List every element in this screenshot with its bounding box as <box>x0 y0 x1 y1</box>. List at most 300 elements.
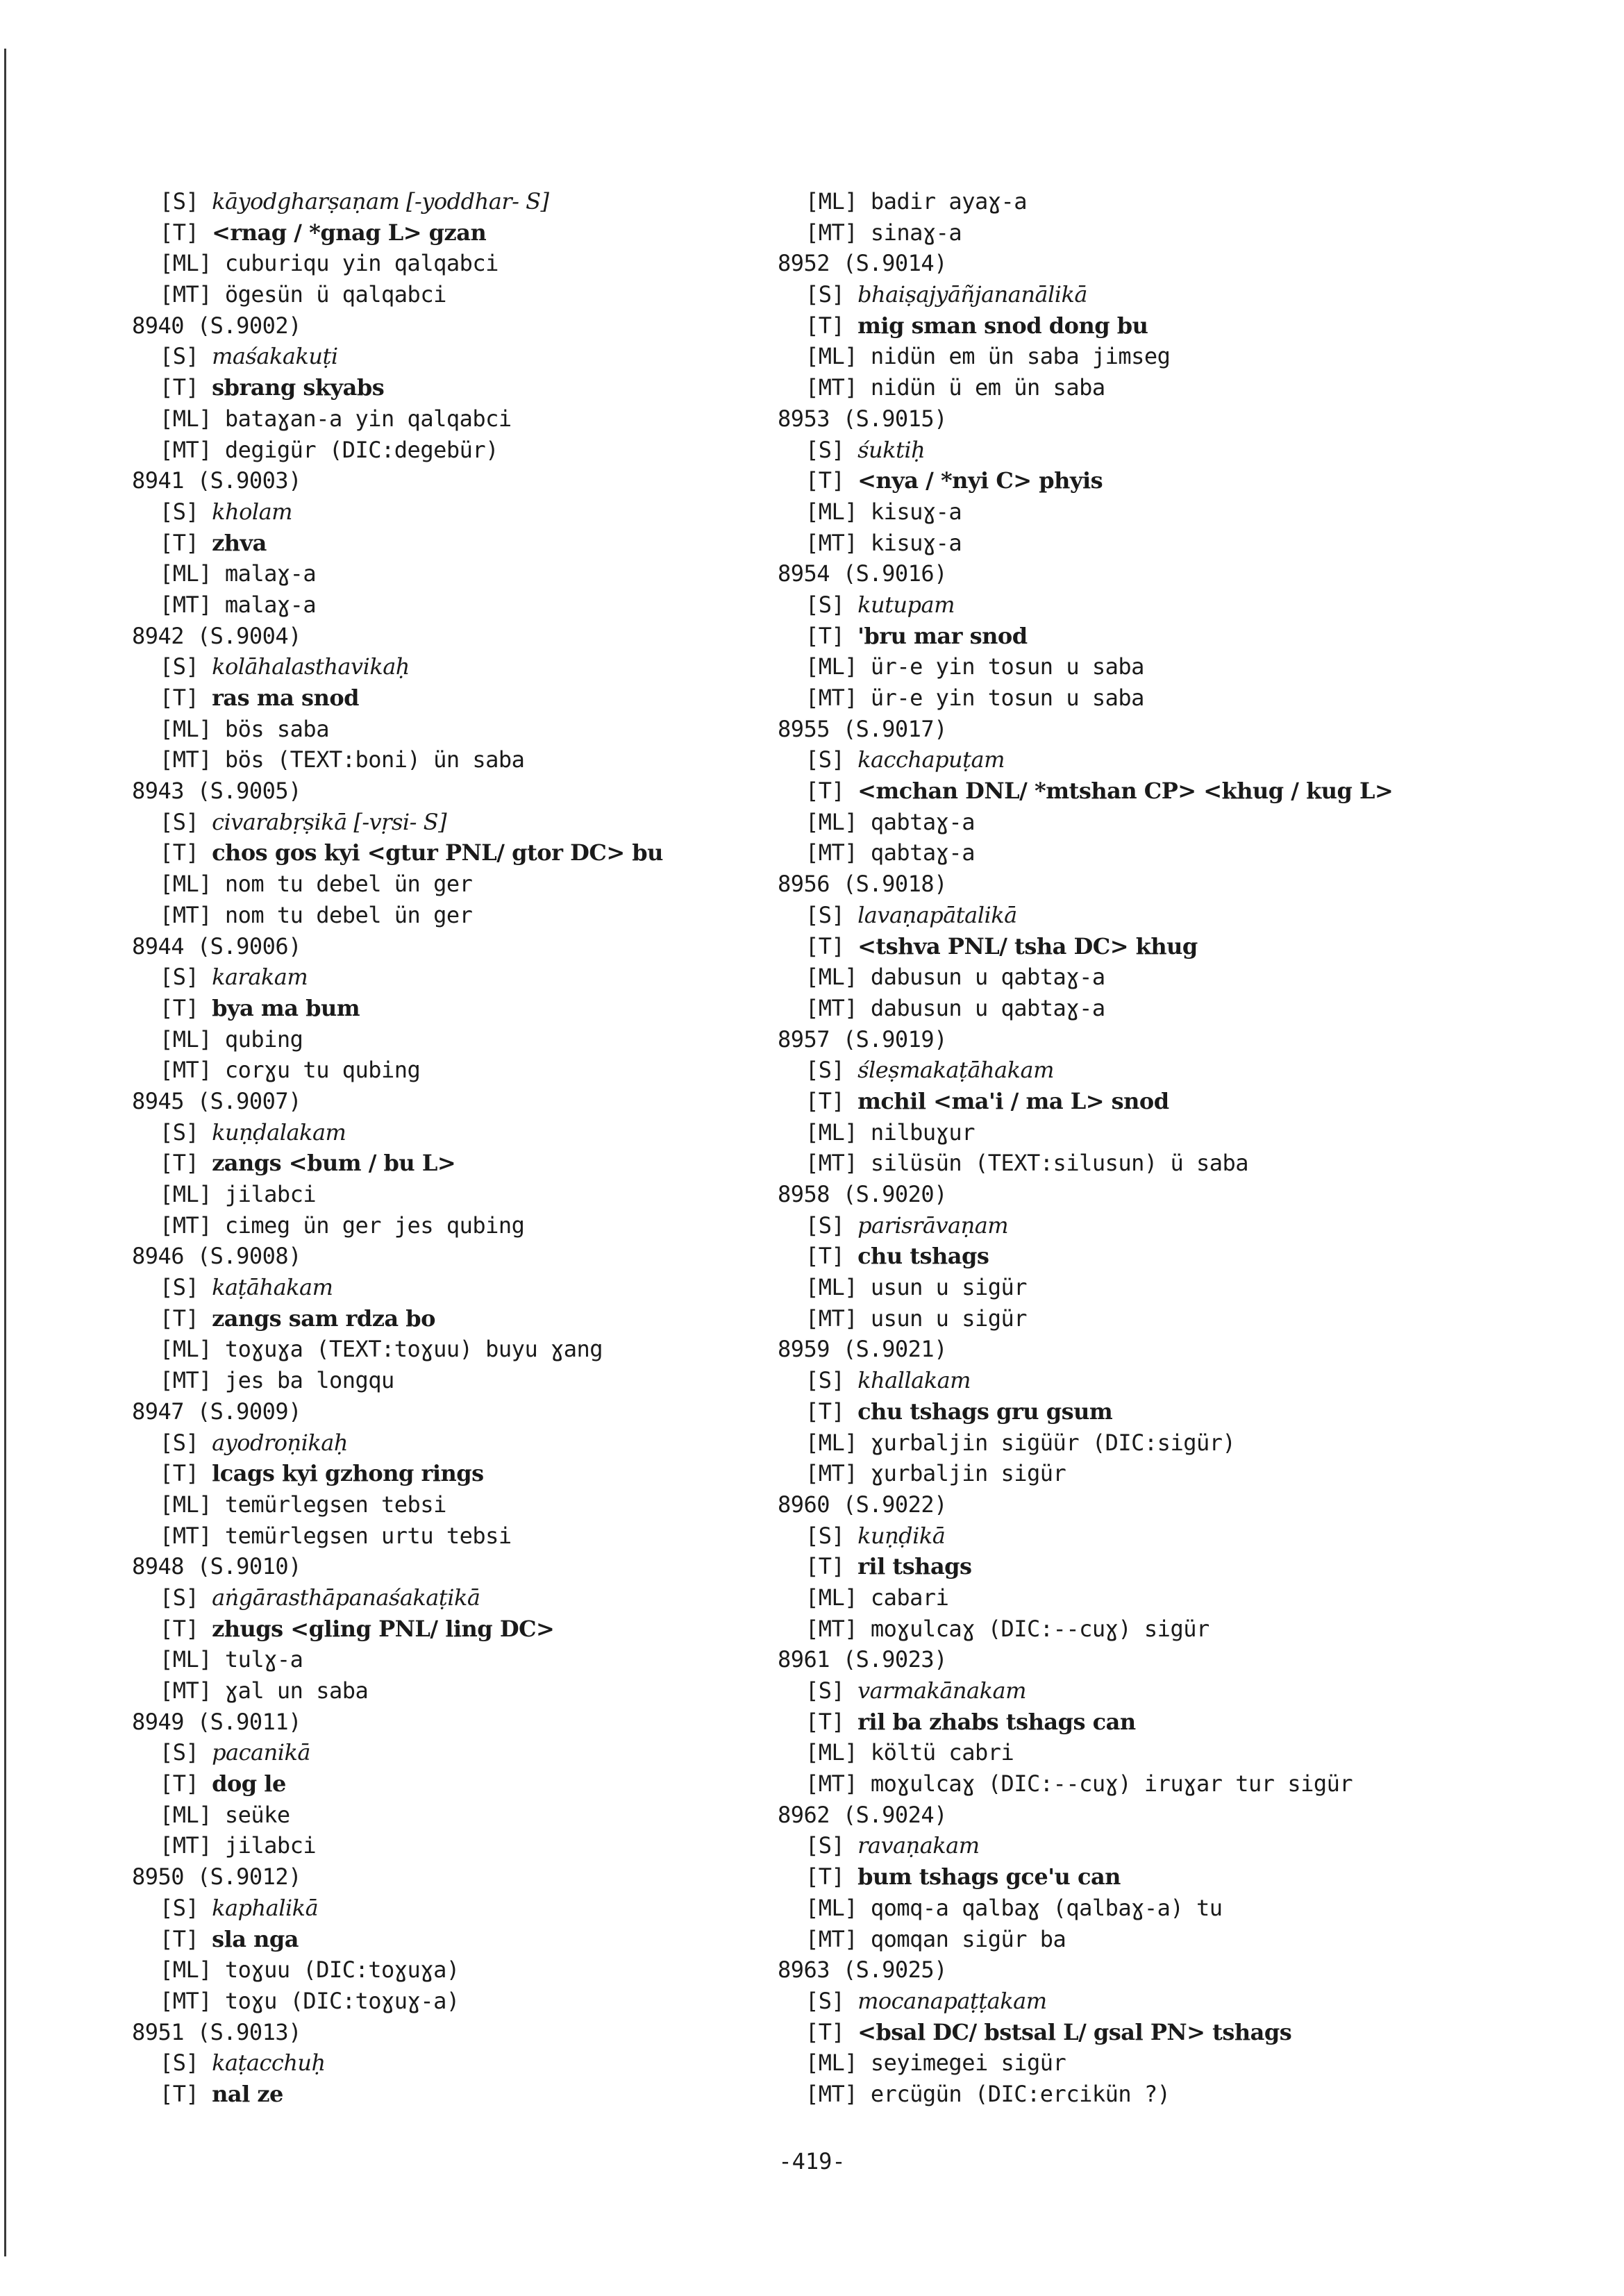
entry-field-line <box>160 1675 757 1707</box>
field-text: parisrāvaṇam <box>857 1212 1009 1239</box>
entry-field-line <box>805 1551 1514 1582</box>
field-text: kholam <box>212 498 292 525</box>
field-tag: [S] <box>805 281 845 308</box>
field-text: seüke <box>224 1801 290 1828</box>
field-text: kuṇḍalakam <box>212 1118 346 1146</box>
entry-field-line <box>160 1986 757 2017</box>
field-tag: [ML] <box>160 1801 212 1828</box>
entry-number: 8958 <box>778 1181 830 1207</box>
entry-field-line <box>805 993 1514 1024</box>
field-tag: [T] <box>160 374 199 401</box>
page-number: -419- <box>778 2148 846 2175</box>
field-text: cuburiqu yin qalqabci <box>224 250 499 277</box>
entry-field-line <box>160 744 757 776</box>
field-text: mchil <ma'i / ma L> snod <box>857 1087 1169 1114</box>
field-text: varmakānakam <box>857 1677 1026 1704</box>
field-tag: [MT] <box>160 901 212 928</box>
field-tag: [S] <box>805 1832 845 1859</box>
field-tag: [T] <box>160 685 199 711</box>
field-tag: [ML] <box>160 560 212 587</box>
entry-number: 8945 <box>132 1087 185 1114</box>
entry-source-ref: (S.9005) <box>196 778 301 805</box>
field-tag: [S] <box>805 901 845 928</box>
entry-field-line <box>160 1458 757 1489</box>
entry-number: 8951 <box>132 2018 185 2045</box>
field-tag: [T] <box>160 219 199 246</box>
entry-field-line <box>805 1737 1514 1768</box>
field-tag: [T] <box>805 467 845 494</box>
field-text: chu tshags <box>857 1243 989 1270</box>
entry-field-line <box>805 1303 1514 1334</box>
field-tag: [S] <box>160 1274 199 1301</box>
field-tag: [MT] <box>160 746 212 773</box>
field-text: sbrang skyabs <box>212 374 385 401</box>
field-text: ravaṇakam <box>857 1832 980 1859</box>
entry-source-ref: (S.9024) <box>842 1801 947 1828</box>
field-text: nidün ü em ün saba <box>870 374 1105 401</box>
entry-field-line <box>805 372 1514 403</box>
field-tag: [MT] <box>160 1522 212 1549</box>
entry-field-line <box>160 807 757 838</box>
entry-field-line <box>805 589 1514 621</box>
field-text: civarabṛṣikā [-vṛsi- S] <box>212 808 447 835</box>
field-tag: [MT] <box>805 529 858 556</box>
field-tag: [T] <box>805 1553 845 1580</box>
field-text: toɣuɣa (TEXT:toɣuu) buyu ɣang <box>224 1336 603 1363</box>
field-tag: [MT] <box>160 1987 212 2014</box>
field-text: moɣulcaɣ (DIC:--cuɣ) sigür <box>870 1615 1209 1642</box>
field-tag: [S] <box>160 2050 199 2077</box>
field-tag: [T] <box>160 1150 199 1177</box>
entry-number-line <box>132 621 757 652</box>
field-tag: [ML] <box>805 1584 858 1611</box>
entry-field-line <box>805 776 1514 807</box>
field-tag: [S] <box>805 1677 845 1704</box>
entry-field-line <box>805 496 1514 528</box>
entry-field-line <box>805 2047 1514 2079</box>
entry-field-line <box>805 1117 1514 1148</box>
field-tag: [ML] <box>805 498 858 525</box>
entry-field-line <box>805 217 1514 249</box>
field-tag: [MT] <box>805 1615 858 1642</box>
field-text: ɣurbaljin sigür <box>870 1460 1066 1487</box>
field-tag: [T] <box>160 1305 199 1332</box>
entry-field-line <box>805 1768 1514 1800</box>
field-tag: [S] <box>160 1429 199 1456</box>
entry-field-line <box>160 1830 757 1861</box>
entry-source-ref: (S.9025) <box>842 1956 947 1984</box>
entry-field-line <box>805 621 1514 652</box>
entry-field-line <box>160 1614 757 1645</box>
field-text: költü cabri <box>870 1739 1014 1766</box>
entry-number-line <box>778 1489 1514 1520</box>
entry-source-ref: (S.9010) <box>196 1553 301 1580</box>
field-text: temürlegsen tebsi <box>224 1491 446 1518</box>
field-text: maśakakuṭi <box>212 343 338 370</box>
field-text: toɣu (DIC:toɣuɣ-a) <box>224 1987 460 2014</box>
entry-field-line <box>805 1614 1514 1645</box>
entry-number: 8959 <box>778 1336 830 1363</box>
entry-number: 8947 <box>132 1398 185 1425</box>
entry-number: 8955 <box>778 715 830 742</box>
field-tag: [S] <box>160 964 199 991</box>
entry-field-line <box>805 465 1514 496</box>
entry-field-line <box>805 2079 1514 2110</box>
field-text: kaṭacchuḥ <box>212 2050 326 2077</box>
entry-number: 8954 <box>778 560 830 587</box>
entry-field-line <box>805 1396 1514 1427</box>
entry-field-line <box>160 993 757 1024</box>
entry-number: 8953 <box>778 405 830 432</box>
entry-field-line <box>160 1303 757 1334</box>
entry-field-line <box>805 310 1514 342</box>
entry-field-line <box>160 837 757 869</box>
entry-field-line <box>160 682 757 714</box>
entry-number: 8950 <box>132 1863 185 1891</box>
entry-field-line <box>160 1179 757 1210</box>
entry-number-line <box>132 1551 757 1582</box>
entry-source-ref: (S.9016) <box>842 560 947 587</box>
entry-field-line <box>805 807 1514 838</box>
field-text: dabusun u qabtaɣ-a <box>870 964 1105 991</box>
entry-field-line <box>805 279 1514 310</box>
field-tag: [S] <box>805 746 845 773</box>
entry-number: 8943 <box>132 778 185 805</box>
field-text: lavaṇapātalikā <box>857 901 1017 928</box>
entry-field-line <box>160 1117 757 1148</box>
field-tag: [S] <box>160 653 199 680</box>
entry-field-line <box>160 1334 757 1365</box>
entry-field-line <box>160 2047 757 2079</box>
entry-number-line <box>132 1396 757 1427</box>
field-tag: [MT] <box>805 1305 858 1332</box>
field-tag: [ML] <box>805 964 858 991</box>
field-text: nilbuɣur <box>870 1118 975 1146</box>
entry-field-line <box>805 651 1514 682</box>
entry-number: 8946 <box>132 1243 185 1270</box>
entry-number: 8956 <box>778 871 830 898</box>
entry-number-line <box>778 1179 1514 1210</box>
entry-field-line <box>160 403 757 435</box>
entry-source-ref: (S.9008) <box>196 1243 301 1270</box>
field-text: usun u sigür <box>870 1274 1028 1301</box>
entry-field-line <box>160 1055 757 1086</box>
field-tag: [T] <box>160 839 199 866</box>
field-tag: [ML] <box>805 343 858 370</box>
right-column <box>778 186 1514 2110</box>
entry-source-ref: (S.9002) <box>196 312 301 339</box>
entry-field-line <box>805 1055 1514 1086</box>
field-text: zangs <bum / bu L> <box>212 1150 456 1177</box>
field-tag: [ML] <box>160 715 212 742</box>
field-text: bum tshags gce'u can <box>857 1863 1121 1891</box>
entry-number: 8944 <box>132 932 185 960</box>
field-tag: [T] <box>160 1925 199 1952</box>
entry-number: 8963 <box>778 1956 830 1984</box>
field-tag: [S] <box>805 1987 845 2014</box>
field-text: kisuɣ-a <box>870 498 962 525</box>
field-text: toɣuu (DIC:toɣuɣa) <box>224 1956 460 1984</box>
field-text: moɣulcaɣ (DIC:--cuɣ) iruɣar tur sigür <box>870 1770 1353 1798</box>
entry-field-line <box>160 2079 757 2110</box>
field-text: usun u sigür <box>870 1305 1028 1332</box>
field-text: malaɣ-a <box>224 560 317 587</box>
field-tag: [ML] <box>160 1336 212 1363</box>
field-text: kisuɣ-a <box>870 529 962 556</box>
field-text: kuṇḍikā <box>857 1522 946 1549</box>
field-tag: [S] <box>805 1367 845 1394</box>
entry-field-line <box>805 1675 1514 1707</box>
field-tag: [ML] <box>160 1646 212 1673</box>
field-text: <tshva PNL/ tsha DC> khug <box>857 932 1198 960</box>
entry-number: 8948 <box>132 1553 185 1580</box>
field-text: ril tshags <box>857 1553 972 1580</box>
entry-field-line <box>160 1800 757 1831</box>
field-text: ögesün ü qalqabci <box>224 281 446 308</box>
field-text: <nya / *nyi C> phyis <box>857 467 1103 494</box>
entry-number-line <box>778 248 1514 279</box>
field-tag: [MT] <box>805 2080 858 2107</box>
field-tag: [ML] <box>805 1894 858 1921</box>
entry-number-line <box>132 776 757 807</box>
entry-field-line <box>160 217 757 249</box>
field-text: <mchan DNL/ *mtshan CP> <khug / kug L> <box>857 778 1393 805</box>
entry-source-ref: (S.9007) <box>196 1087 301 1114</box>
entry-number-line <box>132 1861 757 1893</box>
field-text: ür-e yin tosun u saba <box>870 685 1144 711</box>
entry-field-line <box>160 1210 757 1241</box>
field-text: badir ayaɣ-a <box>870 188 1028 215</box>
field-tag: [ML] <box>805 1739 858 1766</box>
field-text: nom tu debel ün ger <box>224 901 473 928</box>
entry-field-line <box>160 1582 757 1614</box>
field-tag: [S] <box>160 1584 199 1611</box>
field-text: bya ma bum <box>212 994 360 1021</box>
entry-field-line <box>160 496 757 528</box>
entry-field-line <box>160 589 757 621</box>
entry-number-line <box>132 465 757 496</box>
field-text: ras ma snod <box>212 685 360 711</box>
field-tag: [T] <box>805 622 845 649</box>
entry-field-line <box>160 900 757 931</box>
field-tag: [MT] <box>160 591 212 618</box>
entry-field-line <box>805 1861 1514 1893</box>
entry-field-line <box>160 528 757 559</box>
entry-source-ref: (S.9017) <box>842 715 947 742</box>
field-text: 'bru mar snod <box>857 622 1028 649</box>
entry-field-line <box>805 528 1514 559</box>
field-tag: [ML] <box>805 1429 858 1456</box>
field-text: zhva <box>212 529 267 556</box>
field-text: qubing <box>224 1025 303 1053</box>
field-tag: [ML] <box>805 653 858 680</box>
entry-source-ref: (S.9011) <box>196 1708 301 1735</box>
field-tag: [MT] <box>805 839 858 866</box>
entry-field-line <box>160 1365 757 1396</box>
field-tag: [T] <box>160 1615 199 1642</box>
field-text: mig sman snod dong bu <box>857 312 1148 339</box>
field-text: bhaiṣajyāñjananālikā <box>857 281 1087 308</box>
entry-field-line <box>160 651 757 682</box>
field-tag: [S] <box>805 1057 845 1084</box>
field-text: jilabci <box>224 1181 317 1207</box>
entry-field-line <box>805 1427 1514 1459</box>
field-tag: [ML] <box>805 2050 858 2077</box>
entry-number-line <box>778 403 1514 435</box>
entry-source-ref: (S.9018) <box>842 871 947 898</box>
entry-source-ref: (S.9023) <box>842 1646 947 1673</box>
field-tag: [T] <box>160 2080 199 2107</box>
page-binding-edge <box>4 49 6 2256</box>
field-tag: [MT] <box>160 281 212 308</box>
field-text: ɣal un saba <box>224 1677 369 1704</box>
entry-field-line <box>160 1489 757 1520</box>
entry-number-line <box>778 1644 1514 1675</box>
field-text: jes ba longqu <box>224 1367 394 1394</box>
field-tag: [MT] <box>160 1057 212 1084</box>
field-tag: [S] <box>805 436 845 463</box>
field-tag: [S] <box>160 808 199 835</box>
entry-field-line <box>160 869 757 900</box>
entry-field-line <box>805 435 1514 466</box>
field-text: ür-e yin tosun u saba <box>870 653 1144 680</box>
field-text: bös (TEXT:boni) ün saba <box>224 746 525 773</box>
field-text: qomqan sigür ba <box>870 1925 1066 1952</box>
field-text: bataɣan-a yin qalqabci <box>224 405 512 432</box>
entry-field-line <box>160 1768 757 1800</box>
entry-number: 8942 <box>132 622 185 649</box>
field-text: zangs sam rdza bo <box>212 1305 436 1332</box>
field-tag: [MT] <box>160 1367 212 1394</box>
entry-number: 8949 <box>132 1708 185 1735</box>
entry-field-line <box>805 1365 1514 1396</box>
entry-number-line <box>132 2017 757 2048</box>
entry-field-line <box>805 1707 1514 1738</box>
field-tag: [MT] <box>805 1150 858 1177</box>
field-tag: [T] <box>805 1398 845 1425</box>
entry-source-ref: (S.9020) <box>842 1181 947 1207</box>
entry-number-line <box>132 1241 757 1272</box>
field-tag: [S] <box>160 1739 199 1766</box>
field-text: silüsün (TEXT:silusun) ü saba <box>870 1150 1249 1177</box>
field-tag: [MT] <box>805 685 858 711</box>
field-tag: [S] <box>160 188 199 215</box>
entry-number: 8952 <box>778 250 830 277</box>
field-text: <bsal DC/ bstsal L/ gsal PN> tshags <box>857 2018 1292 2045</box>
entry-source-ref: (S.9014) <box>842 250 947 277</box>
entry-source-ref: (S.9013) <box>196 2018 301 2045</box>
field-tag: [ML] <box>805 188 858 215</box>
field-text: qomq-a qalbaɣ (qalbaɣ-a) tu <box>870 1894 1223 1921</box>
field-tag: [ML] <box>160 405 212 432</box>
entry-source-ref: (S.9015) <box>842 405 947 432</box>
field-text: qabtaɣ-a <box>870 808 975 835</box>
entry-number: 8960 <box>778 1491 830 1518</box>
field-tag: [MT] <box>160 1212 212 1239</box>
field-tag: [ML] <box>160 1491 212 1518</box>
field-tag: [MT] <box>805 1460 858 1487</box>
field-tag: [T] <box>160 529 199 556</box>
entry-source-ref: (S.9021) <box>842 1336 947 1363</box>
field-text: nidün em ün saba jimseg <box>870 343 1171 370</box>
field-text: kaphalikā <box>212 1894 319 1921</box>
field-text: ril ba zhabs tshags can <box>857 1708 1136 1735</box>
field-tag: [ML] <box>160 1025 212 1053</box>
field-text: corɣu tu qubing <box>224 1057 421 1084</box>
field-tag: [ML] <box>160 871 212 898</box>
entry-field-line <box>160 279 757 310</box>
field-tag: [MT] <box>805 994 858 1021</box>
field-text: qabtaɣ-a <box>870 839 975 866</box>
field-tag: [S] <box>160 343 199 370</box>
entry-field-line <box>805 900 1514 931</box>
field-tag: [ML] <box>805 1274 858 1301</box>
entry-field-line <box>160 186 757 217</box>
entry-field-line <box>805 962 1514 993</box>
entry-number-line <box>778 1800 1514 1831</box>
field-tag: [S] <box>805 1212 845 1239</box>
entry-field-line <box>805 1520 1514 1552</box>
field-text: chos gos kyi <gtur PNL/ gtor DC> bu <box>212 839 663 866</box>
entry-field-line <box>160 1737 757 1768</box>
entry-number-line <box>132 1086 757 1117</box>
entry-field-line <box>805 1458 1514 1489</box>
entry-field-line <box>805 931 1514 962</box>
field-text: degigür (DIC:degebür) <box>224 436 499 463</box>
field-text: nal ze <box>212 2080 283 2107</box>
entry-field-line <box>160 1520 757 1552</box>
entry-field-line <box>160 248 757 279</box>
entry-number-line <box>778 558 1514 589</box>
entry-field-line <box>160 1272 757 1303</box>
entry-field-line <box>160 435 757 466</box>
entry-field-line <box>805 2017 1514 2048</box>
field-text: malaɣ-a <box>224 591 317 618</box>
field-text: kacchapuṭam <box>857 746 1005 773</box>
field-tag: [T] <box>160 1460 199 1487</box>
entry-field-line <box>805 1893 1514 1924</box>
entry-field-line <box>160 1924 757 1955</box>
entry-source-ref: (S.9012) <box>196 1863 301 1891</box>
entry-field-line <box>160 962 757 993</box>
field-tag: [MT] <box>160 1832 212 1859</box>
field-tag: [T] <box>805 1243 845 1270</box>
field-text: zhugs <gling PNL/ ling DC> <box>212 1615 555 1642</box>
field-tag: [ML] <box>805 808 858 835</box>
entry-number-line <box>778 1334 1514 1365</box>
entry-field-line <box>805 1148 1514 1179</box>
field-tag: [T] <box>805 1708 845 1735</box>
entry-field-line <box>805 1924 1514 1955</box>
entry-field-line <box>160 1893 757 1924</box>
field-tag: [S] <box>805 1522 845 1549</box>
entry-field-line <box>805 186 1514 217</box>
entry-field-line <box>160 714 757 745</box>
entry-field-line <box>805 1830 1514 1861</box>
field-tag: [T] <box>805 932 845 960</box>
field-text: kāyodgharṣaṇam [-yoddhar- S] <box>212 188 549 215</box>
field-text: kaṭāhakam <box>212 1274 333 1301</box>
field-text: karakam <box>212 964 308 991</box>
entry-field-line <box>805 682 1514 714</box>
field-tag: [MT] <box>805 219 858 246</box>
field-tag: [S] <box>805 591 845 618</box>
entry-field-line <box>805 1210 1514 1241</box>
entry-number: 8961 <box>778 1646 830 1673</box>
entry-field-line <box>160 1644 757 1675</box>
field-text: jilabci <box>224 1832 317 1859</box>
entry-number: 8962 <box>778 1801 830 1828</box>
